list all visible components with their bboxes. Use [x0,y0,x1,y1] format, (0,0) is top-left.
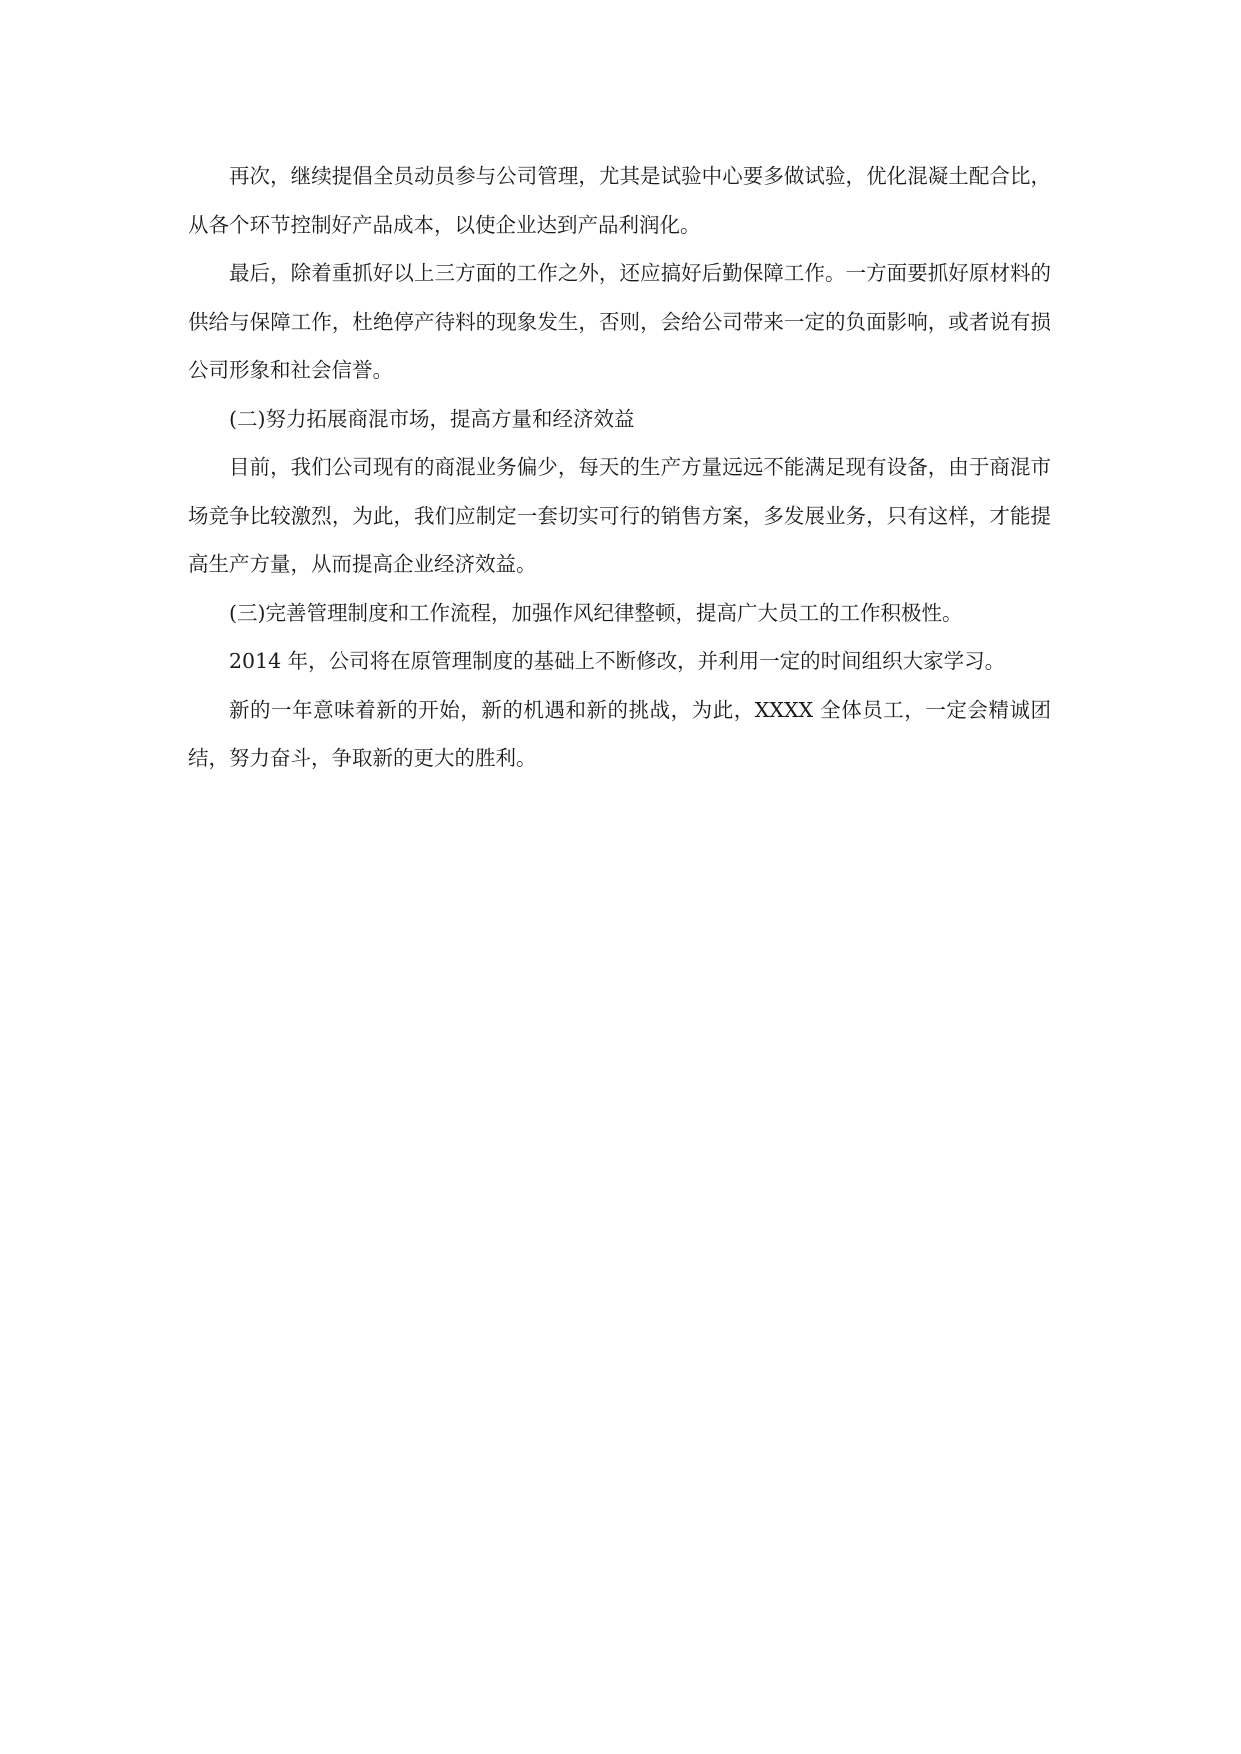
paragraph-logistics: 最后，除着重抓好以上三方面的工作之外，还应搞好后勤保障工作。一方面要抓好原材料的供给与保障工作，杜绝停产待料的现象发生，否则，会给公司带来一定的负面影响，或者说有损公司形象和社会信誉。 [188,261,1051,382]
section-heading-management: (三)完善管理制度和工作流程，加强作风纪律整顿，提高广大员工的工作积极性。 [229,600,963,625]
paragraph-cost-control: 再次，继续提倡全员动员参与公司管理，尤其是试验中心要多做试验，优化混凝土配合比，从各个环节控制好产品成本，以使企业达到产品利润化。 [188,164,1051,237]
paragraph-plan-2014: 2014 年，公司将在原管理制度的基础上不断修改，并利用一定的时间组织大家学习。 [229,649,1006,673]
paragraph-closing: 新的一年意味着新的开始，新的机遇和新的挑战，为此，XXXX 全体员工，一定会精诚团结，努力奋斗，争取新的更大的胜利。 [188,697,1051,770]
document-body [188,152,1051,783]
section-heading-market: (二)努力拓展商混市场，提高方量和经济效益 [229,406,635,431]
paragraph-market: 目前，我们公司现有的商混业务偏少，每天的生产方量远远不能满足现有设备，由于商混市场竞争比较激烈，为此，我们应制定一套切实可行的销售方案，多发展业务，只有这样，才能提高生产方量，从而提高企业经济效益。 [188,455,1051,576]
